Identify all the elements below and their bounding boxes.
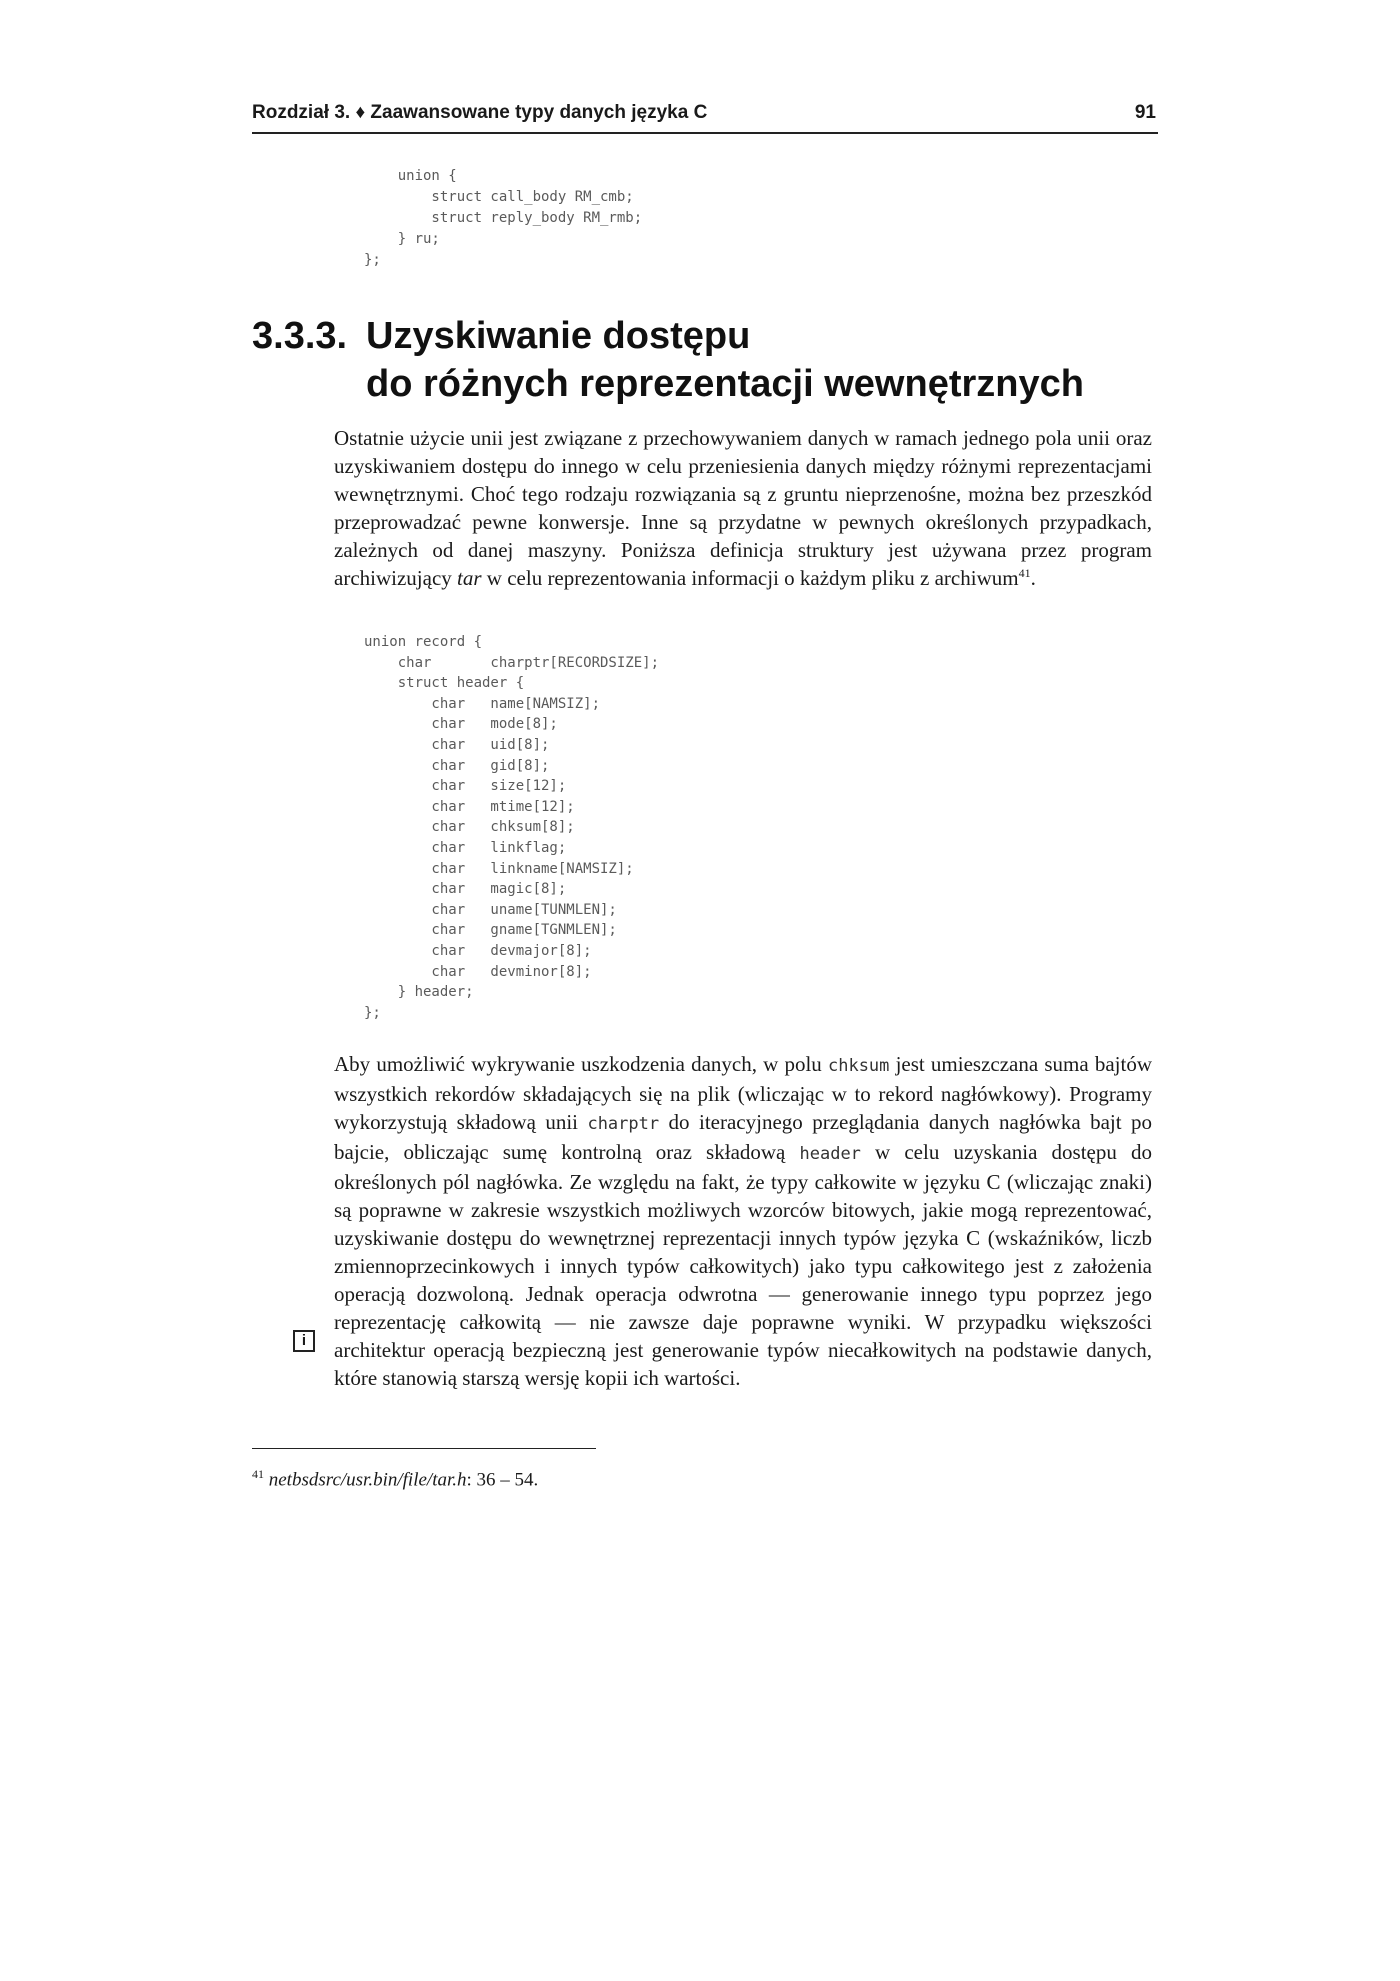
paragraph-intro-text-after: w celu reprezentowania informacji o każdym pliku z archiwum (481, 566, 1019, 590)
paragraph-intro-end: . (1030, 566, 1036, 590)
program-name: tar (457, 566, 482, 590)
footnote-number: 41 (252, 1467, 264, 1481)
footnote-reference[interactable]: 41 (1018, 566, 1031, 580)
paragraph-checksum (334, 1050, 1152, 1392)
section-title-line2: do różnych reprezentacji wewnętrznych (366, 363, 1084, 405)
paragraph-checksum-part4: w celu uzyskania dostępu do określonych pól nagłówka. Ze względu na fakt, że typy całkowite w języku C (wliczając znaki) są poprawne w zakresie wszystkich możliwych wzorców bitowych, jakie mogą reprezentować, uzyskiwanie dostępu do wewnętrznej reprezentacji innych typów języka C (wskaźników, liczb zmiennoprzecinkowych i innych typów całkowitych) jako typu całkowitego jest z założenia operacją dozwoloną. Jednak operacja odwrotna — generowanie innego typu poprzez jego reprezentację całkowitą — nie zawsze daje poprawne wyniki. W przypadku większości architektur operacją bezpieczną jest generowanie typów niecałkowitych na podstawie danych, które stanowią starszą wersję kopii ich wartości. (334, 1140, 1152, 1390)
section-heading (252, 312, 1158, 408)
code-block-union-ru: union { struct call_body RM_cmb; struct reply_body RM_rmb; } ru; }; (364, 168, 643, 268)
paragraph-intro (334, 424, 1152, 592)
paragraph-checksum-part1: Aby umożliwić wykrywanie uszkodzenia danych, w polu (334, 1052, 828, 1076)
section-title-line1: Uzyskiwanie dostępu (366, 315, 751, 357)
inline-code-header: header (799, 1144, 861, 1164)
section-number: 3.3.3. (252, 315, 348, 357)
info-icon: i (293, 1330, 315, 1352)
page-number: 91 (1134, 102, 1156, 123)
footnote-divider (252, 1448, 596, 1449)
footnote (252, 1462, 538, 1492)
footnote-lines: : 36 – 54. (466, 1469, 539, 1491)
footnote-path: netbsdsrc/usr.bin/file/tar.h (268, 1469, 467, 1491)
inline-code-charptr: charptr (587, 1114, 660, 1134)
paragraph-checksum-part3: do iteracyjnego przeglądania danych nagłówka bajt po bajcie, obliczając sumę kontrolną oraz składową (334, 1110, 1153, 1164)
paragraph-checksum-part2: jest umieszczana suma bajtów wszystkich rekordów składających się na plik (wliczając w to rekord nagłówkowy). Programy wykorzystują składową unii (334, 1052, 1152, 1134)
paragraph-intro-text: Ostatnie użycie unii jest związane z przechowywaniem danych w ramach jednego pola unii oraz uzyskiwaniem dostępu do innego w celu przeniesienia danych między różnymi reprezentacjami wewnętrznymi. Choć tego rodzaju rozwiązania są z gruntu nieprzenośne, można bez przeszkód przeprowadzać pewne konwersje. Inne są przydatne w pewnych określonych przypadkach, zależnych od danej maszyny. Poniższa definicja struktury jest używana przez program archiwizujący (334, 426, 1152, 590)
running-header (252, 100, 1158, 134)
chapter-title: Rozdział 3. ♦ Zaawansowane typy danych języka C (252, 102, 708, 123)
code-block-union-record: union record { char charptr[RECORDSIZE]; struct header { char name[NAMSIZ]; char mode[8]; char uid[8]; char gid[8]; char size[12]; char mtime[12]; char chksum[8]; char linkflag; char linkname[NAMSIZ]; char magic[8]; char uname[TUNMLEN]; char gname[TGNMLEN]; char devmajor[8]; char devminor[8]; } header; }; (364, 634, 660, 1021)
inline-code-chksum: chksum (827, 1056, 890, 1076)
